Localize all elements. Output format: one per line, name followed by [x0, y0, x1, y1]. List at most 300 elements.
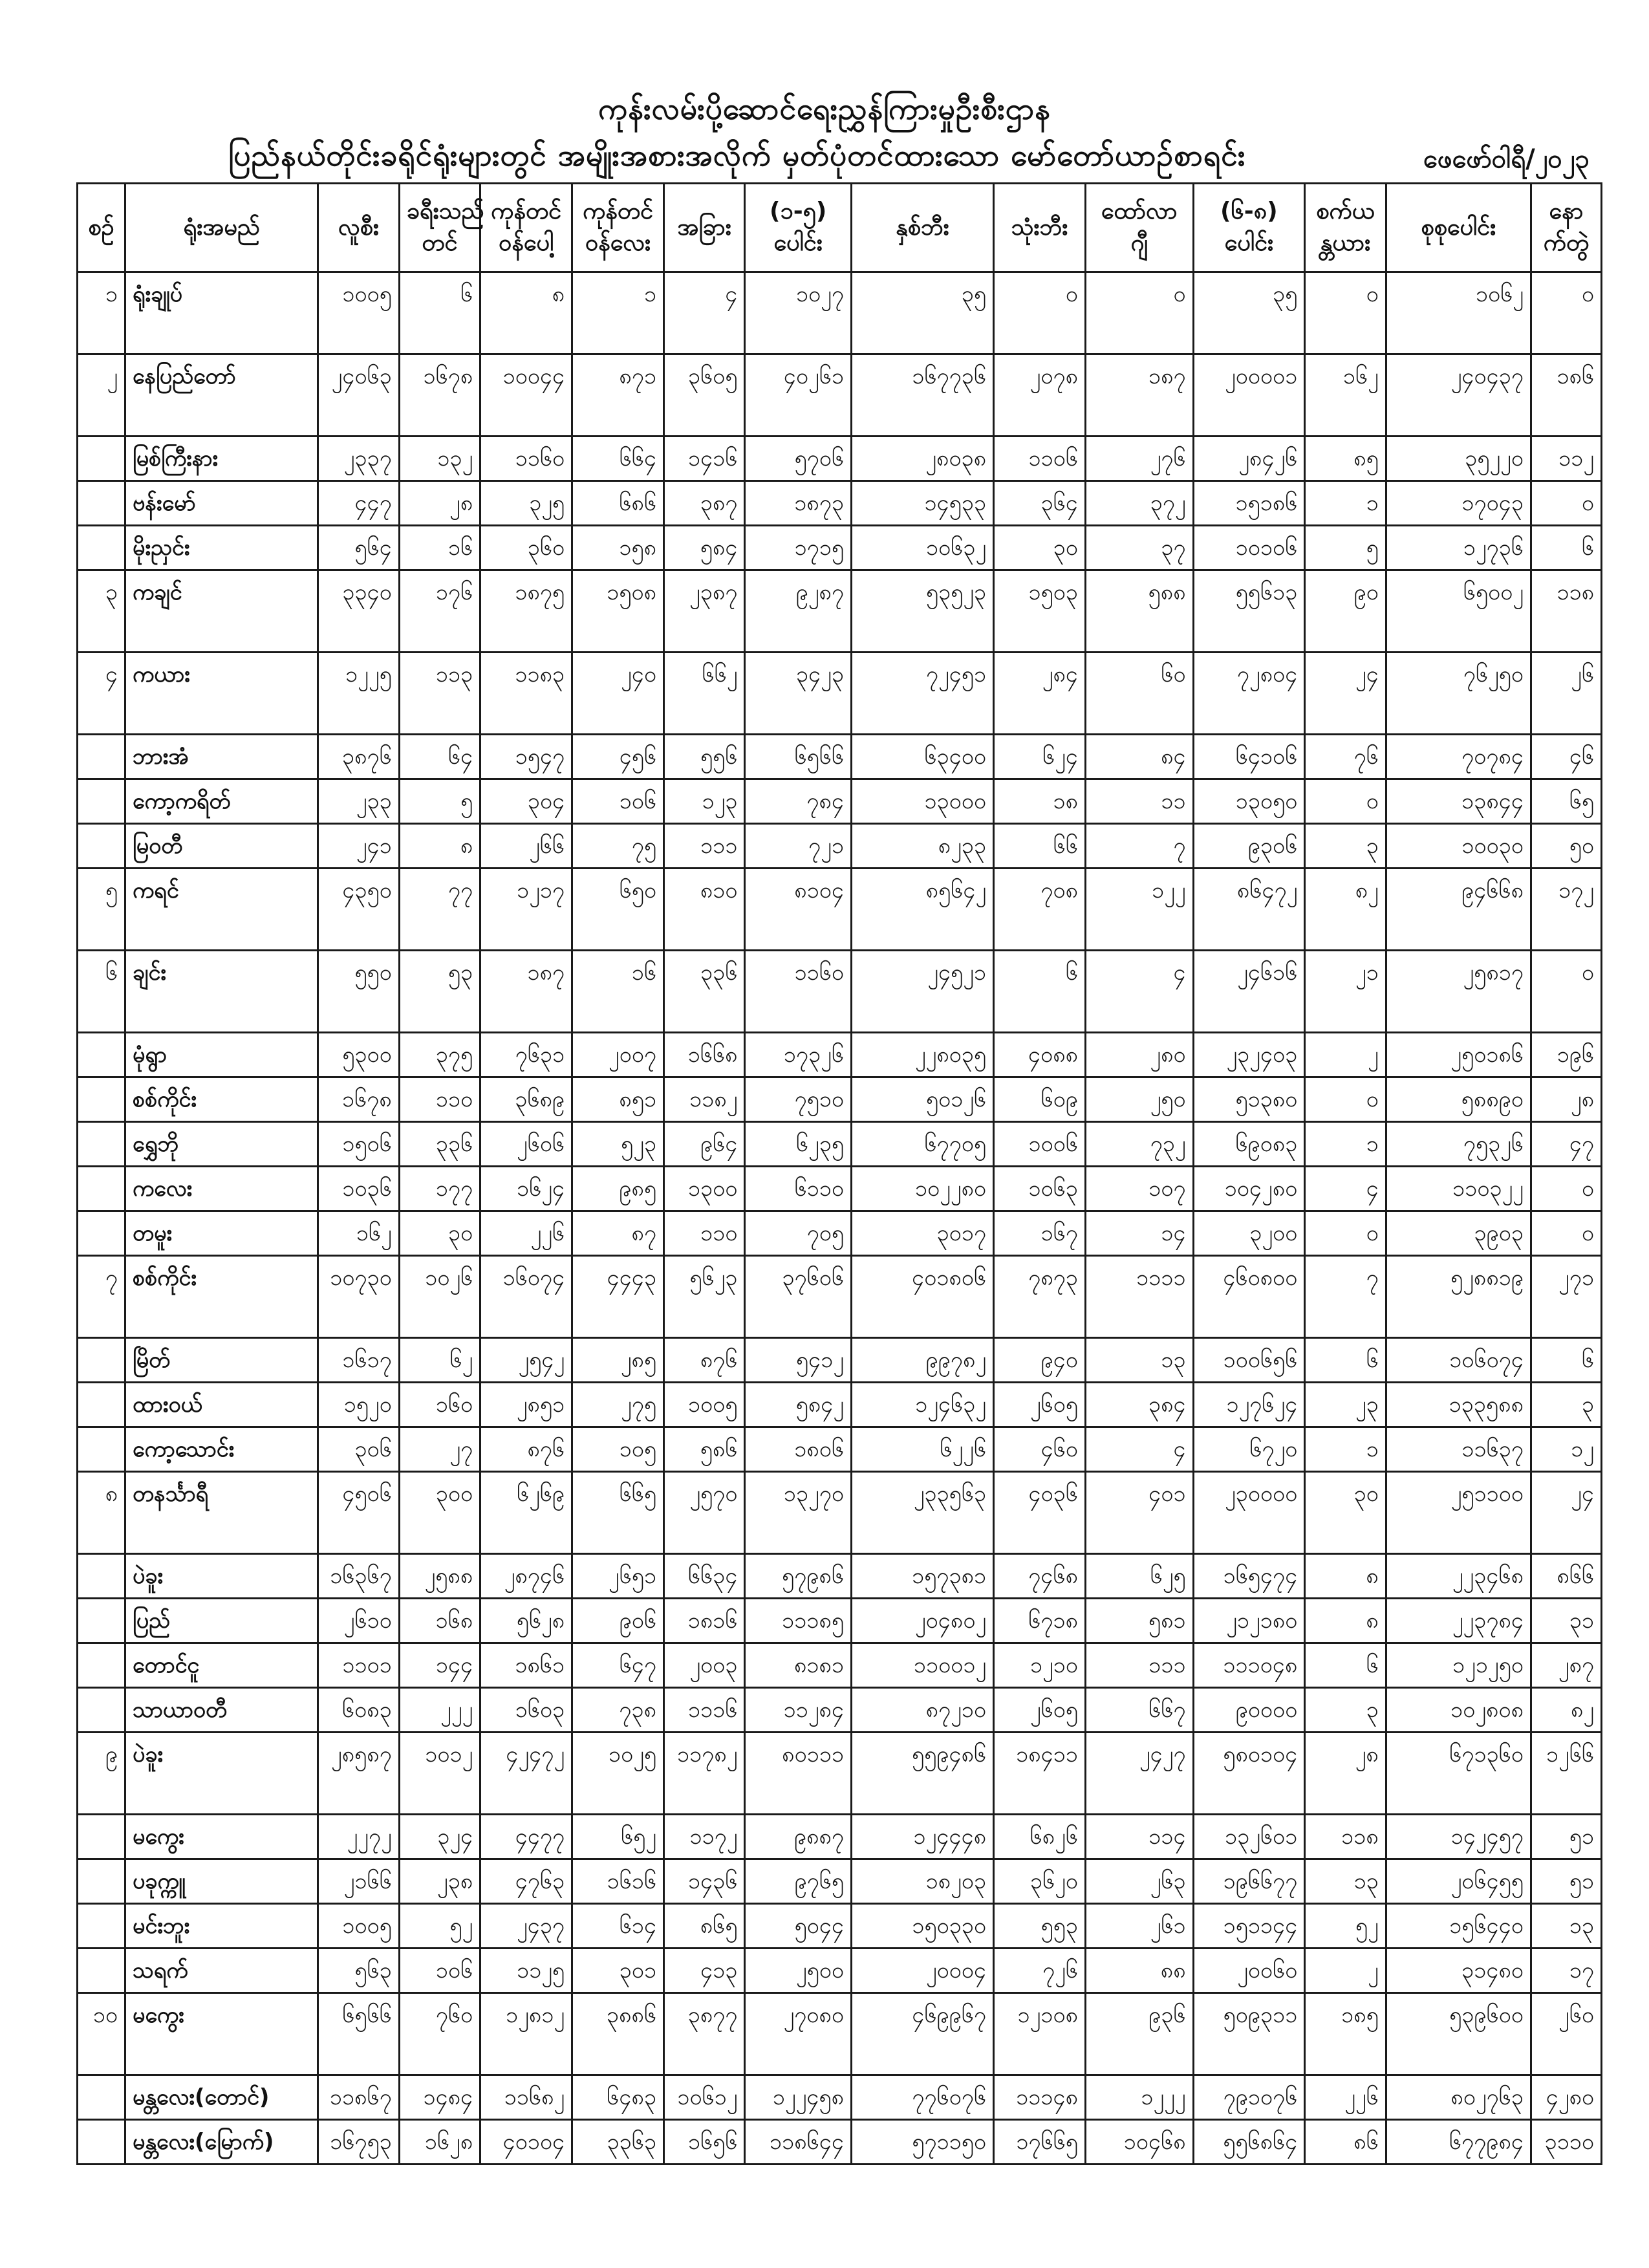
value-cell: ၁၂၄၆၃၂: [851, 1383, 993, 1427]
value-cell: ၅၈၄: [663, 526, 744, 570]
value-cell: ၁၀၄၆၈: [1085, 2120, 1193, 2165]
value-cell: ၉၆၄: [663, 1122, 744, 1167]
value-cell: ၁၈၇: [480, 951, 572, 1033]
office-name-cell: မန္တလေး(မြောက်): [125, 2120, 318, 2165]
value-cell: ၈၇: [572, 1211, 664, 1256]
value-cell: ၁၆၇: [994, 1211, 1086, 1256]
value-cell: ၁၈၅: [1305, 1993, 1386, 2075]
value-cell: ၁၈၁၆: [663, 1599, 744, 1643]
value-cell: ၇၇: [399, 869, 480, 951]
value-cell: ၄၅၀၆: [318, 1472, 399, 1554]
value-cell: ၅၂၈၈၁၉: [1386, 1256, 1531, 1338]
value-cell: ၅၈၈၉၀: [1386, 1077, 1531, 1122]
value-cell: ၆၀၉: [994, 1077, 1086, 1122]
value-cell: ၂၈၄: [994, 653, 1086, 735]
value-cell: ၂၆၀၅: [994, 1688, 1086, 1733]
value-cell: ၂၃၃၅၆၃: [851, 1472, 993, 1554]
value-cell: ၁၁၂၈၄: [745, 1688, 852, 1733]
table-row: [78, 1256, 1602, 1338]
value-cell: ၁၉၆: [1531, 1033, 1601, 1077]
value-cell: ၆၂၅: [1085, 1554, 1193, 1599]
value-cell: ၁၆၆၈: [663, 1033, 744, 1077]
value-cell: ၆၄၈၃: [572, 2075, 664, 2120]
column-header: အခြား: [663, 184, 744, 272]
value-cell: ၆၆၄: [572, 437, 664, 481]
table-row: [78, 951, 1602, 1033]
value-cell: ၄၀၃၆: [994, 1472, 1086, 1554]
value-cell: ၁: [572, 272, 664, 354]
value-cell: ၀: [1305, 1077, 1386, 1122]
value-cell: ၁၆၅၆: [663, 2120, 744, 2165]
value-cell: ၂၇၆: [1085, 437, 1193, 481]
value-cell: ၂၃၀၀၀၀: [1193, 1472, 1305, 1554]
value-cell: ၆၀: [1085, 653, 1193, 735]
value-cell: ၁၂၂၂: [1085, 2075, 1193, 2120]
value-cell: ၆၆: [994, 824, 1086, 869]
value-cell: ၁၂၂: [1085, 869, 1193, 951]
value-cell: ၆၅၆၆: [745, 735, 852, 779]
value-cell: ၆၅၀: [572, 869, 664, 951]
value-cell: ၁၆၇၈: [318, 1077, 399, 1122]
value-cell: ၆၅၂: [572, 1815, 664, 1859]
value-cell: ၂၆၀၅: [994, 1383, 1086, 1427]
value-cell: ၆၇၇၉၈၄: [1386, 2120, 1531, 2165]
value-cell: ၁၃၂: [399, 437, 480, 481]
value-cell: ၁၁၁၁: [1085, 1256, 1193, 1338]
value-cell: ၂: [1305, 1033, 1386, 1077]
value-cell: ၈၁၈၁: [745, 1643, 852, 1688]
value-cell: ၁၅၈: [572, 526, 664, 570]
column-header: ခရီးသည် တင်: [399, 184, 480, 272]
value-cell: ၆: [1305, 1338, 1386, 1383]
serial-number-cell: [78, 2120, 125, 2165]
value-cell: ၅၇၉၈၆: [745, 1554, 852, 1599]
value-cell: ၂၂၆: [480, 1211, 572, 1256]
table-row: [78, 1383, 1602, 1427]
value-cell: ၅၅၀: [318, 951, 399, 1033]
value-cell: ၁၁၁၀၄၈: [1193, 1643, 1305, 1688]
value-cell: ၁၆၁၆: [572, 1859, 664, 1904]
value-cell: ၂၆၀၆: [480, 1122, 572, 1167]
value-cell: ၅: [399, 779, 480, 824]
value-cell: ၆၁၄: [572, 1904, 664, 1949]
value-cell: ၂၀၀၃: [663, 1643, 744, 1688]
table-row: [78, 1472, 1602, 1554]
value-cell: ၆၇၂၀: [1193, 1427, 1305, 1472]
serial-number-cell: ၄: [78, 653, 125, 735]
value-cell: ၆၆၇: [1085, 1688, 1193, 1733]
value-cell: ၆၆၅: [572, 1472, 664, 1554]
value-cell: ၄၅၆: [572, 735, 664, 779]
value-cell: ၆: [994, 951, 1086, 1033]
value-cell: ၇၆၂၅၀: [1386, 653, 1531, 735]
value-cell: ၈၇၂၁၀: [851, 1688, 993, 1733]
value-cell: ၄၁၃: [663, 1949, 744, 1993]
value-cell: ၈၇၁: [572, 354, 664, 437]
value-cell: ၁၃၂၇၀: [745, 1472, 852, 1554]
value-cell: ၂၈၅၈၇: [318, 1733, 399, 1815]
value-cell: ၇၂၁: [745, 824, 852, 869]
value-cell: ၇၂၆: [994, 1949, 1086, 1993]
value-cell: ၆၇၇၀၅: [851, 1122, 993, 1167]
value-cell: ၃၃၆: [399, 1122, 480, 1167]
column-header: စက်ယ န္တယား: [1305, 184, 1386, 272]
value-cell: ၁၀၆၁၂: [663, 2075, 744, 2120]
value-cell: ၁၇၆၆၅: [994, 2120, 1086, 2165]
value-cell: ၄၀၁: [1085, 1472, 1193, 1554]
value-cell: ၅၆၄: [318, 526, 399, 570]
value-cell: ၃: [1305, 824, 1386, 869]
value-cell: ၈၅၆၄၂: [851, 869, 993, 951]
value-cell: ၂၄၀၆၃: [318, 354, 399, 437]
value-cell: ၈၆၅: [663, 1904, 744, 1949]
column-header: (၁-၅) ပေါင်း: [745, 184, 852, 272]
value-cell: ၆၈၂၆: [994, 1815, 1086, 1859]
value-cell: ၁၅၁၁၄၄: [1193, 1904, 1305, 1949]
value-cell: ၉၈၅: [572, 1167, 664, 1211]
office-name-cell: ရုံးချုပ်: [125, 272, 318, 354]
value-cell: ၃၆၈၉: [480, 1077, 572, 1122]
value-cell: ၁၀၀၆: [994, 1122, 1086, 1167]
value-cell: ၁၁၀၆: [994, 437, 1086, 481]
value-cell: ၁၇၆: [399, 570, 480, 653]
column-header: သုံးဘီး: [994, 184, 1086, 272]
value-cell: ၄: [663, 272, 744, 354]
table-row: [78, 1167, 1602, 1211]
value-cell: ၁၂၇၆၂၄: [1193, 1383, 1305, 1427]
value-cell: ၇၅: [572, 824, 664, 869]
value-cell: ၅၁၃၈၀: [1193, 1077, 1305, 1122]
value-cell: ၅၀၁၂၆: [851, 1077, 993, 1122]
serial-number-cell: [78, 481, 125, 526]
value-cell: ၃၀၁၇: [851, 1211, 993, 1256]
value-cell: ၆၂: [399, 1338, 480, 1383]
value-cell: ၁၇၂: [1531, 869, 1601, 951]
value-cell: ၂၆၆: [480, 824, 572, 869]
table-row: [78, 481, 1602, 526]
value-cell: ၉၃၀၆: [1193, 824, 1305, 869]
value-cell: ၅၀၄၄: [745, 1904, 852, 1949]
value-cell: ၁၀၁၀၆: [1193, 526, 1305, 570]
value-cell: ၄၀၈၈: [994, 1033, 1086, 1077]
table-row: [78, 1427, 1602, 1472]
value-cell: ၂၁၂၁၈၀: [1193, 1599, 1305, 1643]
value-cell: ၆: [1305, 1643, 1386, 1688]
column-header: စုစုပေါင်း: [1386, 184, 1531, 272]
value-cell: ၁၆၂: [318, 1211, 399, 1256]
value-cell: ၂၇: [399, 1427, 480, 1472]
office-name-cell: သရက်: [125, 1949, 318, 1993]
value-cell: ၁၅၁၈၆: [1193, 481, 1305, 526]
value-cell: ၁၅၄၇: [480, 735, 572, 779]
value-cell: ၅၆၂၃: [663, 1256, 744, 1338]
value-cell: ၃၆၀၅: [663, 354, 744, 437]
column-header: ထော်လာ ဂျီ: [1085, 184, 1193, 272]
value-cell: ၁၆၃၆၇: [318, 1554, 399, 1599]
value-cell: ၈၁၀၄: [745, 869, 852, 951]
serial-number-cell: ၇: [78, 1256, 125, 1338]
table-row: [78, 1643, 1602, 1688]
value-cell: ၂၁: [1305, 951, 1386, 1033]
value-cell: ၇၈၇၃: [994, 1256, 1086, 1338]
serial-number-cell: [78, 735, 125, 779]
value-cell: ၄၀၁၈၀၆: [851, 1256, 993, 1338]
value-cell: ၂၄၆၁၆: [1193, 951, 1305, 1033]
value-cell: ၁၄: [1085, 1211, 1193, 1256]
value-cell: ၁၂၃: [663, 779, 744, 824]
value-cell: ၃၀၁: [572, 1949, 664, 1993]
value-cell: ၂၄၂၇: [1085, 1733, 1193, 1815]
value-cell: ၁၁၀: [663, 1211, 744, 1256]
serial-number-cell: [78, 526, 125, 570]
value-cell: ၀: [1531, 1211, 1601, 1256]
value-cell: ၄၃၅၀: [318, 869, 399, 951]
value-cell: ၁၀၆: [572, 779, 664, 824]
value-cell: ၁၂၇၃၆: [1386, 526, 1531, 570]
office-name-cell: မိုးညှင်း: [125, 526, 318, 570]
value-cell: ၁၀၆၂: [1386, 272, 1531, 354]
value-cell: ၆၉၀၈၃: [1193, 1122, 1305, 1167]
serial-number-cell: [78, 1383, 125, 1427]
value-cell: ၃၈၈၆: [572, 1993, 664, 2075]
serial-number-cell: [78, 1427, 125, 1472]
value-cell: ၂၂၂: [399, 1688, 480, 1733]
value-cell: ၄၄၇၇: [480, 1815, 572, 1859]
office-name-cell: မြိတ်: [125, 1338, 318, 1383]
table-row: [78, 1993, 1602, 2075]
value-cell: ၃၅: [1193, 272, 1305, 354]
value-cell: ၁၈၇: [1085, 354, 1193, 437]
serial-number-cell: [78, 1554, 125, 1599]
value-cell: ၁: [1305, 1427, 1386, 1472]
value-cell: ၃၀: [399, 1211, 480, 1256]
value-cell: ၅၄၁၂: [745, 1338, 852, 1383]
value-cell: ၂၃၈၇: [663, 570, 744, 653]
value-cell: ၅၇၁၁၅၀: [851, 2120, 993, 2165]
value-cell: ၅၈၄၂: [745, 1383, 852, 1427]
document-subtitle: ပြည်နယ်တိုင်းခရိုင်ရုံးများတွင် အမျိုးအစားအလိုက် မှတ်ပုံတင်ထားသော မော်တော်ယာဉ်စာရင်း: [228, 138, 1246, 173]
value-cell: ၁၁၈၃: [480, 653, 572, 735]
value-cell: ၅၅၆၈၆၄: [1193, 2120, 1305, 2165]
value-cell: ၁၁၈: [1531, 570, 1601, 653]
value-cell: ၃၈၄: [1085, 1383, 1193, 1427]
table-row: [78, 824, 1602, 869]
value-cell: ၁၀၀၆၅၆: [1193, 1338, 1305, 1383]
value-cell: ၁၁၁: [663, 824, 744, 869]
value-cell: ၃၆၄: [994, 481, 1086, 526]
value-cell: ၉၄၆၆၈: [1386, 869, 1531, 951]
value-cell: ၄၄၄၃: [572, 1256, 664, 1338]
value-cell: ၄၀၂၆၁: [745, 354, 852, 437]
office-name-cell: ရွှေဘို: [125, 1122, 318, 1167]
value-cell: ၁၁၀၃၂၂: [1386, 1167, 1531, 1211]
value-cell: ၁၅၀၆: [318, 1122, 399, 1167]
value-cell: ၉၃၆: [1085, 1993, 1193, 2075]
value-cell: ၃၀၄: [480, 779, 572, 824]
value-cell: ၁၃၀၀၀: [851, 779, 993, 824]
value-cell: ၈၈: [1085, 1949, 1193, 1993]
table-row: [78, 1211, 1602, 1256]
value-cell: ၁၅၂၀: [318, 1383, 399, 1427]
table-row: [78, 1688, 1602, 1733]
value-cell: ၆၆၂: [663, 653, 744, 735]
value-cell: ၃၃၄၀: [318, 570, 399, 653]
value-cell: ၂၀၆၄၅၅: [1386, 1859, 1531, 1904]
serial-number-cell: [78, 1122, 125, 1167]
office-name-cell: စစ်ကိုင်း: [125, 1077, 318, 1122]
serial-number-cell: ၁: [78, 272, 125, 354]
value-cell: ၅၅၃: [994, 1904, 1086, 1949]
value-cell: ၈: [480, 272, 572, 354]
office-name-cell: မုံရွာ: [125, 1033, 318, 1077]
value-cell: ၁၄၂၄၅၇: [1386, 1815, 1531, 1859]
value-cell: ၃၀: [994, 526, 1086, 570]
value-cell: ၈၇၆: [663, 1338, 744, 1383]
value-cell: ၈၅: [1305, 437, 1386, 481]
value-cell: ၁၈: [994, 779, 1086, 824]
office-name-cell: ကော့သောင်း: [125, 1427, 318, 1472]
value-cell: ၀: [1531, 951, 1601, 1033]
value-cell: ၁၁: [1085, 779, 1193, 824]
value-cell: ၁၈၆: [1531, 354, 1601, 437]
value-cell: ၃၆၂၀: [994, 1859, 1086, 1904]
value-cell: ၂၅၇၀: [663, 1472, 744, 1554]
value-cell: ၂၃၃၇: [318, 437, 399, 481]
table-row: [78, 1077, 1602, 1122]
value-cell: ၃၁၄၈၀: [1386, 1949, 1531, 1993]
value-cell: ၂: [1305, 1949, 1386, 1993]
value-cell: ၁၂၁၂၅၀: [1386, 1643, 1531, 1688]
value-cell: ၅၈၆: [663, 1427, 744, 1472]
value-cell: ၁၅၀၈: [572, 570, 664, 653]
value-cell: ၁: [1305, 481, 1386, 526]
table-row: [78, 1554, 1602, 1599]
column-header: ကုန်တင် ဝန်ပေါ့: [480, 184, 572, 272]
value-cell: ၆၄၇: [572, 1643, 664, 1688]
value-cell: ၅၁: [1531, 1815, 1601, 1859]
value-cell: ၂၆၅၁: [572, 1554, 664, 1599]
value-cell: ၇၀၇၈၄: [1386, 735, 1531, 779]
value-cell: ၈၄: [1085, 735, 1193, 779]
value-cell: ၂၄၁: [318, 824, 399, 869]
value-cell: ၆၈၆: [572, 481, 664, 526]
value-cell: ၉၀: [1305, 570, 1386, 653]
value-cell: ၁၀၀၃၀: [1386, 824, 1531, 869]
value-cell: ၁၈၄၁၁: [994, 1733, 1086, 1815]
value-cell: ၁၂၂၄၅၈: [745, 2075, 852, 2120]
value-cell: ၉၂၈၇: [745, 570, 852, 653]
table-row: [78, 653, 1602, 735]
value-cell: ၁: [1305, 1122, 1386, 1167]
serial-number-cell: [78, 1949, 125, 1993]
value-cell: ၁၁၁၆: [663, 1688, 744, 1733]
value-cell: ၆၇၁၈: [994, 1599, 1086, 1643]
serial-number-cell: ၅: [78, 869, 125, 951]
value-cell: ၈၂: [1531, 1688, 1601, 1733]
value-cell: ၆၅၆၆: [318, 1993, 399, 2075]
serial-number-cell: ၈: [78, 1472, 125, 1554]
value-cell: ၂၅၀: [1085, 1077, 1193, 1122]
value-cell: ၁၁၂: [1531, 437, 1601, 481]
value-cell: ၄: [1305, 1167, 1386, 1211]
value-cell: ၂၇၁: [1531, 1256, 1601, 1338]
value-cell: ၅၃၅၂၃: [851, 570, 993, 653]
value-cell: ၂၀၀၀၀၁: [1193, 354, 1305, 437]
value-cell: ၁၀၀၅: [318, 1904, 399, 1949]
value-cell: ၂၃၈: [399, 1859, 480, 1904]
value-cell: ၃၂၄: [399, 1815, 480, 1859]
value-cell: ၂၄၃၇: [480, 1904, 572, 1949]
table-row: [78, 1033, 1602, 1077]
value-cell: ၇၀၈: [994, 869, 1086, 951]
value-cell: ၈၅၁: [572, 1077, 664, 1122]
value-cell: ၇၇၆၀၇၆: [851, 2075, 993, 2120]
value-cell: ၂၅၈၈: [399, 1554, 480, 1599]
value-cell: ၁၃၂၆၀၁: [1193, 1815, 1305, 1859]
value-cell: ၂၈၄၂၆: [1193, 437, 1305, 481]
value-cell: ၅၆၃: [318, 1949, 399, 1993]
value-cell: ၁၇၁၅: [745, 526, 852, 570]
document-title: ကုန်းလမ်းပို့ဆောင်ရေးညွှန်ကြားမှုဦးစီးဌာန: [598, 91, 1051, 126]
value-cell: ၁၀၀၅: [663, 1383, 744, 1427]
value-cell: ၁၄၅၃၃: [851, 481, 993, 526]
table-row: [78, 1859, 1602, 1904]
value-cell: ၄၆၀: [994, 1427, 1086, 1472]
value-cell: ၇၅၁၀: [745, 1077, 852, 1122]
value-cell: ၁၁၀၀၁၂: [851, 1643, 993, 1688]
office-name-cell: ပဲခူး: [125, 1733, 318, 1815]
value-cell: ၄: [1085, 951, 1193, 1033]
value-cell: ၂၈၇: [1531, 1643, 1601, 1688]
value-cell: ၁၆၀: [399, 1383, 480, 1427]
serial-number-cell: ၂: [78, 354, 125, 437]
value-cell: ၇၆၀: [399, 1993, 480, 2075]
table-row: [78, 1815, 1602, 1859]
value-cell: ၁၈၇၃: [745, 481, 852, 526]
value-cell: ၁၆၇၈: [399, 354, 480, 437]
table-body: [78, 272, 1602, 2165]
serial-number-cell: [78, 1077, 125, 1122]
office-name-cell: ထားဝယ်: [125, 1383, 318, 1427]
value-cell: ၆: [1531, 526, 1601, 570]
value-cell: ၃၃၆: [663, 951, 744, 1033]
value-cell: ၁၂၁၇: [480, 869, 572, 951]
value-cell: ၁၇၇: [399, 1167, 480, 1211]
value-cell: ၃၇၆၀၆: [745, 1256, 852, 1338]
value-cell: ၁၁၈၂: [663, 1077, 744, 1122]
value-cell: ၁၁၄: [1085, 1815, 1193, 1859]
value-cell: ၄၂၈၀: [1531, 2075, 1601, 2120]
value-cell: ၇၅၃၂၆: [1386, 1122, 1531, 1167]
value-cell: ၆၅: [1531, 779, 1601, 824]
value-cell: ၇၉၁၀၇၆: [1193, 2075, 1305, 2120]
value-cell: ၆၇၁၃၆၀: [1386, 1733, 1531, 1815]
value-cell: ၁၀၃၆: [318, 1167, 399, 1211]
value-cell: ၁၁၀၁: [318, 1643, 399, 1688]
value-cell: ၂၅၀၀: [745, 1949, 852, 1993]
office-name-cell: ပခုက္ကူ: [125, 1859, 318, 1904]
value-cell: ၆၄၁၀၆: [1193, 735, 1305, 779]
value-cell: ၃၀၆: [318, 1427, 399, 1472]
office-name-cell: ကချင်: [125, 570, 318, 653]
value-cell: ၅၅၆၁၃: [1193, 570, 1305, 653]
office-name-cell: ကော့ကရိတ်: [125, 779, 318, 824]
value-cell: ၉၇၆၅: [745, 1859, 852, 1904]
value-cell: ၈၀၁၁၁: [745, 1733, 852, 1815]
value-cell: ၂၆၀: [1531, 1993, 1601, 2075]
value-cell: ၂၄၅၂၁: [851, 951, 993, 1033]
office-name-cell: ပဲခူး: [125, 1554, 318, 1599]
